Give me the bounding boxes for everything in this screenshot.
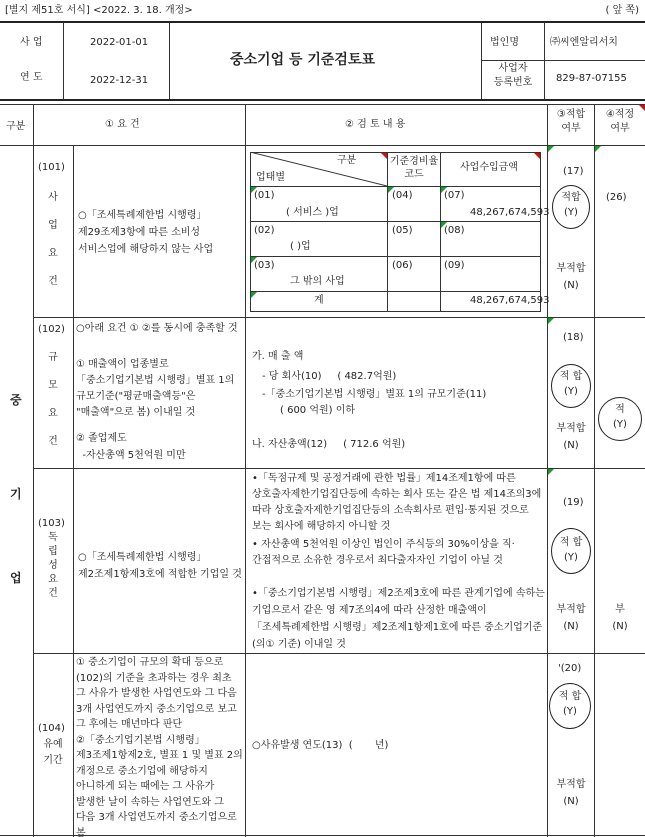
row103-review-3: •「중소기업기본법 시행령」제2조제3호에 따른 관계기업에 속하는 기업으로서 같은 영 제7조의4에 따라 산정한 매출액이「조세특례제한법 시행령」제2조제1항제1호에 따른 중소기업기준(의① 기준) 이내일 것	[252, 588, 545, 650]
row104-fit-no: '(20)	[558, 663, 582, 674]
t101-hdr-industry: 업태별	[256, 172, 285, 183]
col-category: 구분	[6, 121, 26, 132]
t101-row2-rev-no: (08)	[444, 225, 465, 236]
row102-review-std2: ( 600 억원) 이하	[280, 405, 356, 416]
t101-row1-revenue: 48,267,674,593	[470, 207, 550, 218]
page-title: 중소기업 등 기준검토표	[230, 52, 375, 68]
t101-row1-rev-no: (07)	[444, 190, 465, 201]
period-label-2: 연 도	[20, 72, 43, 83]
t101-hdr-code: 기준경비율 코드	[389, 156, 439, 180]
row104-fit-yes: 적 합 (Y)	[558, 691, 582, 717]
row103-fit-no-label: 부적합 (N)	[556, 604, 586, 632]
row103-name: 독 립 성 요 건	[48, 532, 58, 599]
t101-hdr-revenue: 사업수입금액	[460, 162, 518, 173]
col-requirement: ① 요 건	[105, 119, 140, 130]
t101-row2-code-no: (05)	[392, 225, 413, 236]
t101-hdr-category: 구분	[337, 155, 357, 166]
row101-requirement: ○「조세특례제한법 시행령」제29조제3항에 따른 소비성 서비스업에 해당하지 않는 사업	[78, 210, 214, 255]
col-review: ② 검 토 내 용	[345, 119, 406, 130]
row103-review-1: •「독점규제 및 공정거래에 관한 법률」제14조제1항에 따른 상호출자제한기업집단등에 속하는 회사 또는 같은 법 제14조의3에 따라 상호출자제한기업집단등의 소속회사로 편입·통지된 것으로 보는 회사에 해당하지 아니할 것	[252, 473, 542, 532]
biz-no: 829-87-07155	[556, 73, 627, 84]
corp-name-label: 법인명	[490, 37, 519, 48]
row103-code: (103)	[38, 518, 65, 529]
row102-code: (102)	[38, 324, 65, 335]
sme-label-2: 기	[10, 487, 22, 501]
row103-review-2: • 자산총액 5천억원 이상인 법인이 주식등의 30%이상을 직·간접적으로 소유한 경우로서 최다출자자인 기업이 아닐 것	[252, 539, 515, 566]
row104-requirement: ① 중소기업이 규모의 확대 등으로 (102)의 기준을 초과하는 경우 최초 그 사유가 발생한 사업연도와 그 다음 3개 사업연도까지 중소기업으로 보고 그 후에는 매년마다 판단 ②「중소기업기본법 시행령」제3조제1항제2호, 별표 1 및 별표 2의 개정으로 중소기업에 해당하지 아니하게 되는 때에는 그 사유가 발생한 날이 속하는 사업연도와 그 다음 3개 사업연도까지 중소기업으로 봄	[76, 657, 243, 837]
row102-review-own: - 당 회사(10) ( 482.7억원)	[262, 371, 397, 382]
row102-review-std: -「중소기업기본법 시행령」별표 1의 규모기준(11)	[262, 389, 487, 400]
t101-row3-code-no: (06)	[392, 260, 413, 271]
row104-review: ○사유발생 연도(13) ( 년)	[252, 740, 389, 751]
biz-no-label: 사업자 등록번호	[493, 63, 533, 88]
row104-code: (104)	[38, 723, 65, 734]
t101-row1-name: ( 서비스 )업	[286, 207, 339, 218]
page-side: ( 앞 쪽)	[605, 5, 639, 16]
row102-col4-yes: 적 (Y)	[613, 404, 627, 430]
row102-req-2: ① 매출액이 업종별로「중소기업기본법 시행령」별표 1의 규모기준("평균매출액등"은 "매출액"으로 봄) 이내일 것	[76, 359, 235, 418]
t101-row3-no: (03)	[254, 260, 275, 271]
t101-row3-name: 그 밖의 사업	[290, 276, 345, 287]
row102-req-1: ○아래 요건 ① ②를 동시에 충족할 것	[76, 323, 238, 334]
row104-fit-no-label: 부적합 (N)	[556, 779, 586, 807]
period-end: 2022-12-31	[90, 75, 149, 86]
t101-row2-no: (02)	[254, 225, 275, 236]
t101-row2-name: ( )업	[290, 241, 311, 252]
row104-name: 유예 기간	[43, 739, 63, 766]
row102-req-3: ② 졸업제도	[76, 433, 127, 444]
form-label: [별지 제51호 서식] <2022. 3. 18. 개정>	[5, 5, 193, 16]
sme-label-1: 중	[10, 393, 22, 407]
row101-fit-no: (17)	[563, 166, 584, 177]
period-start: 2022-01-01	[90, 37, 149, 48]
row102-fit-no: (18)	[563, 332, 584, 343]
col-fit3: ③적합 여부	[556, 109, 586, 134]
row102-fit-no-label: 부적합 (N)	[556, 423, 586, 451]
row103-fit-no: (19)	[563, 497, 584, 508]
row103-col4: 부 (N)	[612, 604, 628, 632]
t101-row1-no: (01)	[254, 190, 275, 201]
row102-req-4: -자산총액 5천억원 미만	[76, 450, 186, 461]
row101-code: (101)	[38, 162, 65, 173]
row102-fit-yes: 적 합 (Y)	[559, 371, 583, 397]
t101-row3-rev-no: (09)	[444, 260, 465, 271]
row103-fit-yes: 적 합 (Y)	[559, 537, 583, 563]
row102-name: 규 모 요 건	[48, 352, 58, 447]
row101-name: 사 업 요 건	[48, 192, 58, 287]
t101-row1-code-no: (04)	[392, 190, 413, 201]
row102-review-na: 나. 자산총액(12) ( 712.6 억원)	[252, 439, 406, 450]
row101-col4-no: (26)	[606, 192, 627, 203]
corp-name: ㈜씨엔알리서치	[550, 37, 618, 48]
period-label-1: 사 업	[20, 37, 43, 48]
row101-fit-yes: 적합 (Y)	[561, 192, 581, 218]
t101-total-label: 계	[314, 295, 324, 306]
row103-requirement: ○「조세특례제한법 시행령」제2조제1항제3호에 적합한 기업일 것	[78, 552, 242, 580]
sme-label-3: 업	[10, 571, 22, 585]
row102-review-ga: 가. 매 출 액	[252, 351, 304, 362]
col-fit4: ④적정 여부	[605, 109, 635, 134]
t101-total: 48,267,674,593	[470, 295, 550, 306]
row101-fit-no-label: 부적합 (N)	[556, 263, 586, 291]
